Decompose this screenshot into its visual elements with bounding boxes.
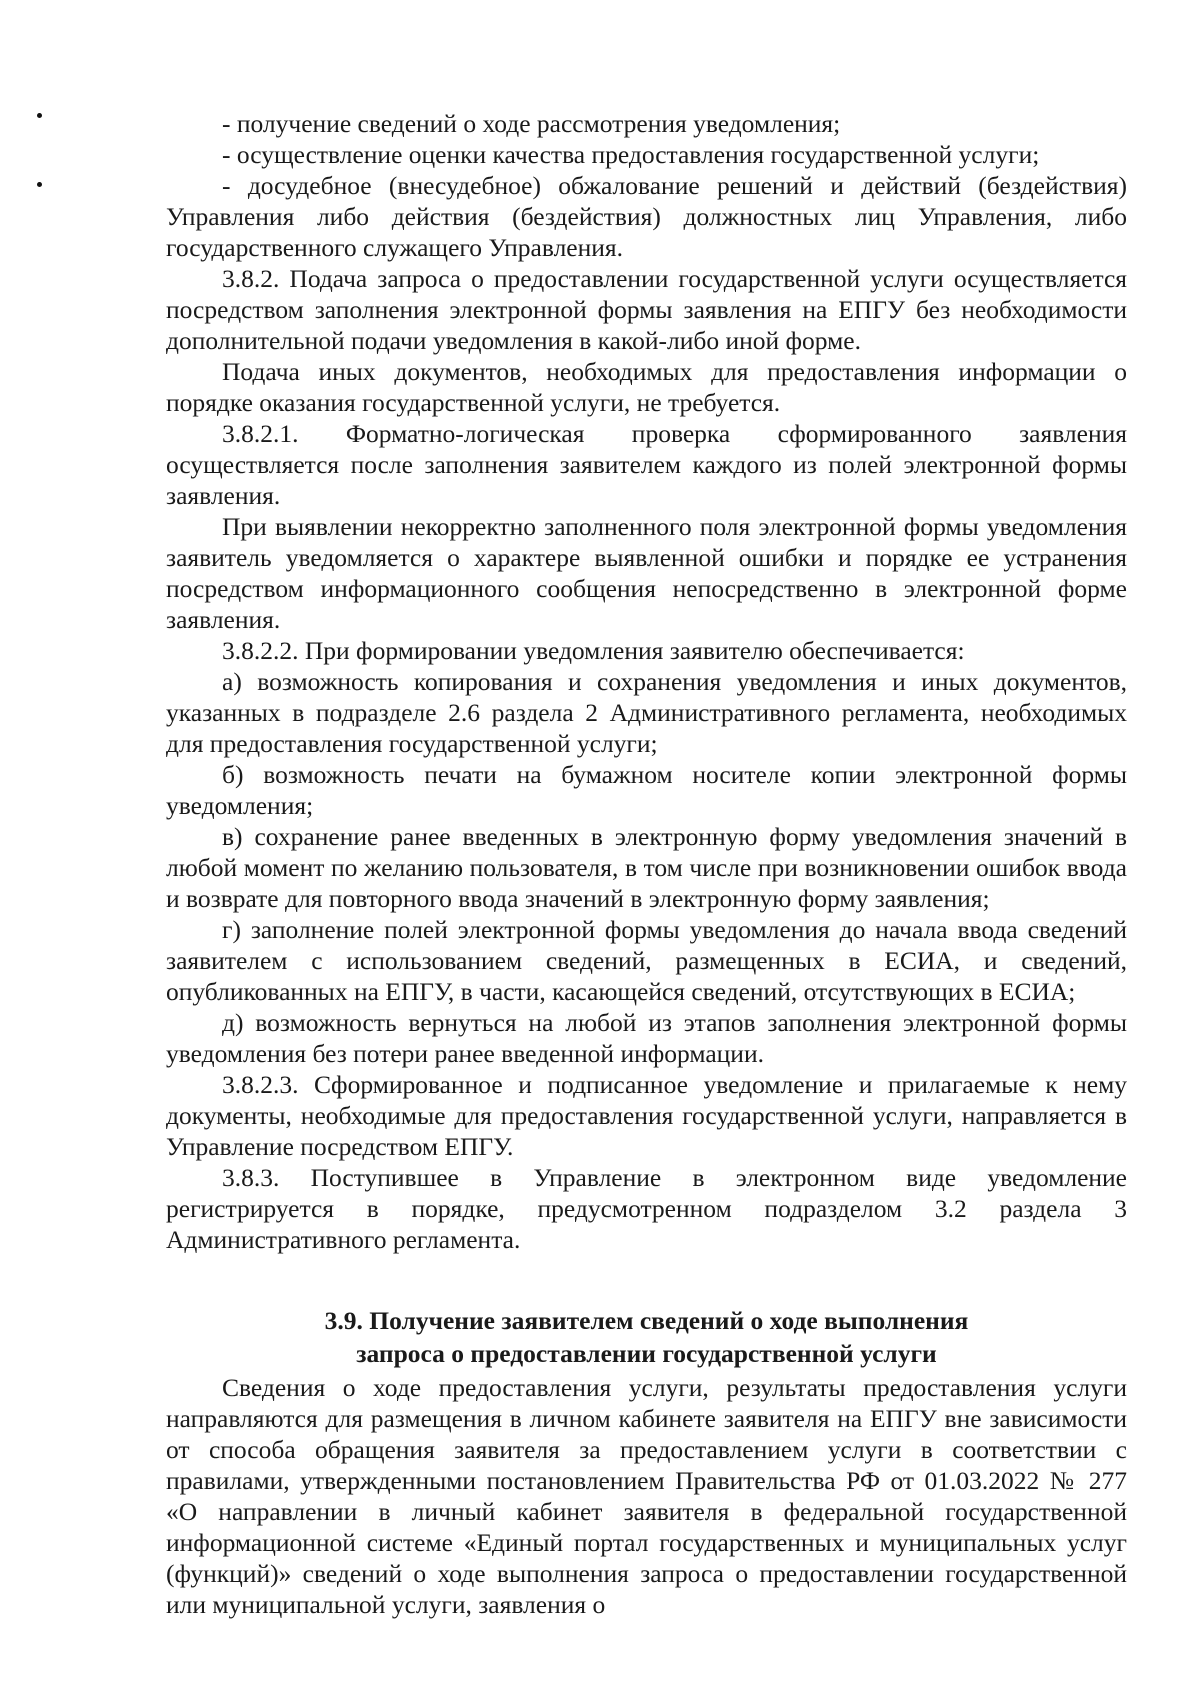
section-heading — [166, 1304, 1127, 1370]
paragraph: 3.8.2. Подача запроса о предоставлении государственной услуги осуществляется посредством заполнения электронной формы заявления на ЕПГУ без необходимости дополнительной подачи уведомления в какой-либо иной форме. — [166, 264, 1127, 355]
paragraph: - досудебное (внесудебное) обжалование решений и действий (бездействия) Управления либо действия (бездействия) должностных лиц Управления, либо государственного служащего Управления. — [166, 171, 1127, 262]
paragraph: г) заполнение полей электронной формы уведомления до начала ввода сведений заявителем с использованием сведений, размещенных в ЕСИА, и сведений, опубликованных на ЕПГУ, в части, касающейся сведений, отсутствующих в ЕСИА; — [166, 915, 1127, 1006]
paragraph: - осуществление оценки качества предоставления государственной услуги; — [222, 140, 1040, 169]
paragraph: Сведения о ходе предоставления услуги, результаты предоставления услуги направляются для размещения в личном кабинете заявителя на ЕПГУ вне зависимости от способа обращения заявителя за предоставлением услуги в соответствии с правилами, утвержденными постановлением Правительства РФ от 01.03.2022 № 277 «О направлении в личный кабинет заявителя в федеральной государственной информационной системе «Единый портал государственных и муниципальных услуг (функций)» сведений о ходе выполнения запроса о предоставлении государственной или муниципальной услуги, заявления о — [166, 1373, 1127, 1619]
paragraph: - получение сведений о ходе рассмотрения уведомления; — [222, 109, 841, 138]
document-body — [166, 108, 1127, 1620]
paragraph: 3.8.2.1. Форматно-логическая проверка сформированного заявления осуществляется после заполнения заявителем каждого из полей электронной формы заявления. — [166, 419, 1127, 510]
paragraph: Подача иных документов, необходимых для предоставления информации о порядке оказания государственной услуги, не требуется. — [166, 357, 1127, 417]
scan-speck — [37, 182, 42, 187]
section-heading-line: 3.9. Получение заявителем сведений о ходе выполнения — [324, 1306, 969, 1335]
paragraph: а) возможность копирования и сохранения уведомления и иных документов, указанных в подразделе 2.6 раздела 2 Административного регламента, необходимых для предоставления государственной услуги; — [166, 667, 1127, 758]
paragraph: 3.8.2.2. При формировании уведомления заявителю обеспечивается: — [222, 636, 965, 665]
section-heading-line: запроса о предоставлении государственной услуги — [356, 1339, 937, 1368]
paragraph: б) возможность печати на бумажном носителе копии электронной формы уведомления; — [166, 760, 1127, 820]
paragraph: При выявлении некорректно заполненного поля электронной формы уведомления заявитель уведомляется о характере выявленной ошибки и порядке ее устранения посредством информационного сообщения непосредственно в электронной форме заявления. — [166, 512, 1127, 634]
paragraph: 3.8.3. Поступившее в Управление в электронном виде уведомление регистрируется в порядке, предусмотренном подразделом 3.2 раздела 3 Административного регламента. — [166, 1163, 1127, 1254]
paragraph: в) сохранение ранее введенных в электронную форму уведомления значений в любой момент по желанию пользователя, в том числе при возникновении ошибок ввода и возврате для повторного ввода значений в электронную форму заявления; — [166, 822, 1127, 913]
scan-speck — [37, 113, 42, 118]
paragraph: 3.8.2.3. Сформированное и подписанное уведомление и прилагаемые к нему документы, необходимые для предоставления государственной услуги, направляется в Управление посредством ЕПГУ. — [166, 1070, 1127, 1161]
paragraph: д) возможность вернуться на любой из этапов заполнения электронной формы уведомления без потери ранее введенной информации. — [166, 1008, 1127, 1068]
